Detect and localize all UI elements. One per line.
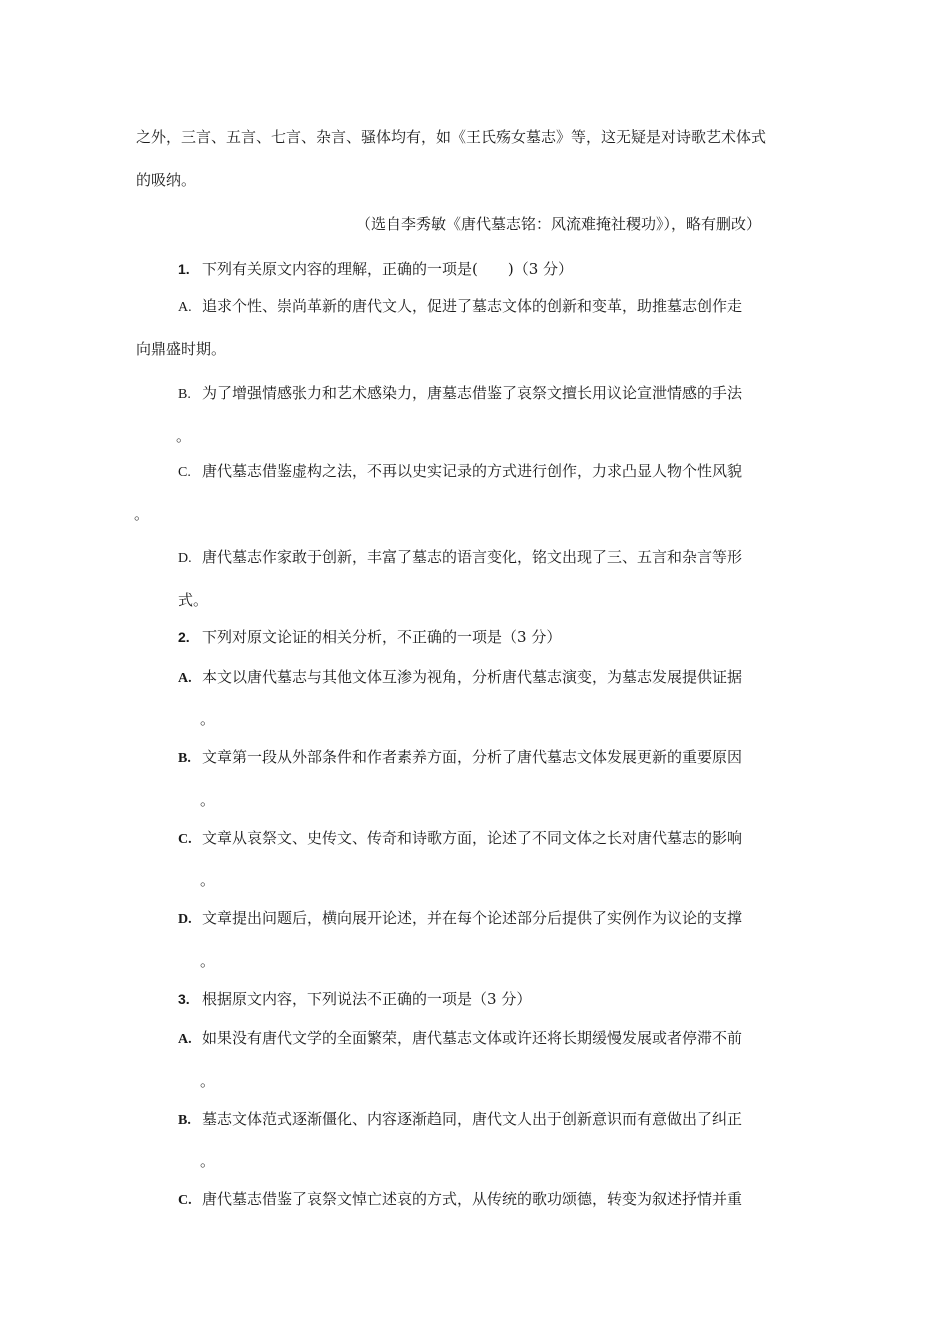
option-b (178, 747, 742, 769)
question-number: 3. (178, 991, 190, 1007)
question-number: 1. (178, 261, 190, 277)
option-b (178, 383, 742, 405)
question-number: 2. (178, 629, 190, 645)
question-text: 根据原文内容，下列说法不正确的一项是（3 分） (202, 990, 532, 1008)
option-text: 为了增强情感张力和艺术感染力，唐墓志借鉴了哀祭文擅长用议论宣泄情感的手法 (202, 384, 743, 402)
option-text: 如果没有唐代文学的全面繁荣，唐代墓志文体或许还将长期缓慢发展或者停滞不前 (202, 1029, 743, 1047)
option-label: C. (178, 465, 191, 480)
option-b-continued: 。 (200, 1152, 216, 1170)
option-a-continued: 。 (200, 710, 216, 728)
option-d (178, 547, 742, 569)
option-text: 文章第一段从外部条件和作者素养方面，分析了唐代墓志文体发展更新的重要原因 (202, 748, 743, 766)
passage-line: 之外，三言、五言、七言、杂言、骚体均有，如《王氏殇女墓志》等，这无疑是对诗歌艺术体式 (136, 128, 767, 146)
option-label: D. (178, 551, 192, 566)
question-text: 下列有关原文内容的理解，正确的一项是( )（3 分） (202, 260, 574, 278)
passage-line: 的吸纳。 (136, 171, 197, 189)
option-label: D. (178, 912, 192, 927)
option-label: B. (178, 751, 191, 766)
option-text: 唐代墓志借鉴虚构之法，不再以史实记录的方式进行创作，力求凸显人物个性风貌 (202, 462, 743, 480)
source-citation: （选自李秀敏《唐代墓志铭：风流难掩社稷功》），略有删改） (356, 215, 762, 233)
question-1-stem (178, 259, 573, 279)
option-c (178, 1189, 742, 1211)
question-text: 下列对原文论证的相关分析，不正确的一项是（3 分） (202, 628, 562, 646)
question-2-stem (178, 627, 561, 647)
option-label: A. (178, 300, 192, 315)
option-label: B. (178, 1113, 191, 1128)
option-text: 唐代墓志借鉴了哀祭文悼亡述哀的方式，从传统的歌功颂德，转变为叙述抒情并重 (202, 1190, 743, 1208)
option-b-continued: 。 (200, 791, 216, 809)
option-text: 文章从哀祭文、史传文、传奇和诗歌方面，论述了不同文体之长对唐代墓志的影响 (202, 829, 743, 847)
option-c-continued: 。 (134, 505, 150, 523)
option-label: C. (178, 1193, 192, 1208)
option-a-continued: 向鼎盛时期。 (136, 340, 227, 358)
option-text: 文章提出问题后，横向展开论述，并在每个论述部分后提供了实例作为议论的支撑 (202, 909, 743, 927)
option-text: 本文以唐代墓志与其他文体互渗为视角，分析唐代墓志演变，为墓志发展提供证据 (202, 668, 743, 686)
option-text: 唐代墓志作家敢于创新，丰富了墓志的语言变化，铭文出现了三、五言和杂言等形 (202, 548, 743, 566)
option-text: 墓志文体范式逐渐僵化、内容逐渐趋同，唐代文人出于创新意识而有意做出了纠正 (202, 1110, 743, 1128)
option-label: A. (178, 671, 192, 686)
option-a-continued: 。 (200, 1072, 216, 1090)
option-a (178, 296, 742, 318)
option-text: 追求个性、崇尚革新的唐代文人，促进了墓志文体的创新和变革，助推墓志创作走 (202, 297, 743, 315)
option-b (178, 1109, 742, 1131)
option-label: A. (178, 1032, 192, 1047)
option-a (178, 1028, 742, 1050)
option-a (178, 667, 742, 689)
option-d-continued: 。 (200, 952, 216, 970)
question-3-stem (178, 989, 531, 1009)
option-c (178, 828, 742, 850)
option-c-continued: 。 (200, 871, 216, 889)
option-c (178, 461, 742, 483)
option-label: C. (178, 832, 192, 847)
option-d (178, 908, 742, 930)
option-d-continued: 式。 (178, 591, 209, 609)
option-label: B. (178, 387, 191, 402)
option-b-continued: 。 (176, 427, 192, 445)
